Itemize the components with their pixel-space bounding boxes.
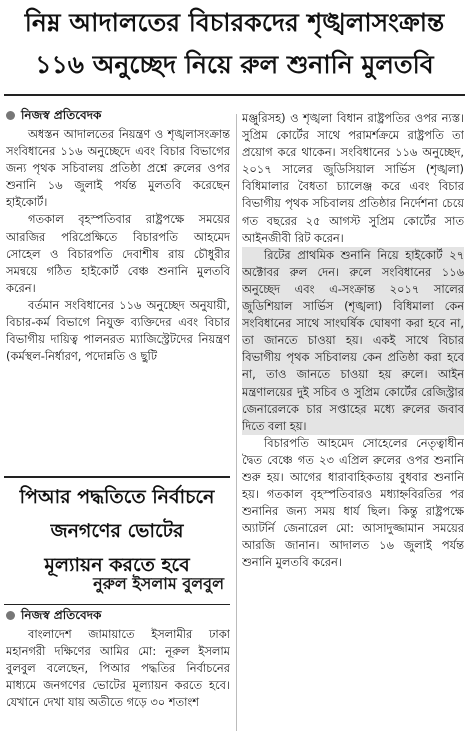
second-story-title-line-1: পিআর পদ্ধতিতে নির্বাচনে bbox=[19, 486, 215, 508]
second-story-author: নুরুল ইসলাম বুলবুল bbox=[93, 574, 224, 593]
second-story-headline-box bbox=[4, 476, 230, 605]
second-story-body bbox=[6, 606, 230, 736]
headline-line-2: ১১৬ অনুচ্ছেদ নিয়ে রুল শুনানি মুলতবি bbox=[35, 50, 434, 79]
main-story-byline bbox=[6, 106, 230, 124]
bullet-icon bbox=[6, 111, 15, 120]
second-story-title-line-2: জনগণের ভোটের bbox=[50, 520, 184, 542]
byline-text: নিজস্ব প্রতিবেদক bbox=[21, 608, 102, 622]
main-story-column-1 bbox=[6, 106, 230, 472]
column-divider bbox=[236, 114, 237, 731]
bullet-icon bbox=[6, 611, 15, 620]
paragraph: রিটের প্রাথমিক শুনানি নিয়ে হাইকোর্ট ২৭ অক্টোবর রুল দেন। রুলে সংবিধানের ১১৬ অনুচ্ছেদ এবং এ-সংক্রান্ত ২০১৭ সালের জুডিশিয়াল সার্ভিস (শৃঙ্খলা) বিধিমালা কেন সংবিধানের সাথে সাংঘর্ষিক ঘোষণা করা হবে না, তা জানতে চাওয়া হয়। একই সাথে বিচার বিভাগীয় পৃথক সচিবালয় কেন প্রতিষ্ঠা করা হবে না, তাও জানতে চাওয়া হয় রুলে। আইন মন্ত্রণালয়ের দুই সচিব ও সুপ্রিম কোর্টের রেজিস্ট্রার জেনারেলকে চার সপ্তাহের মধ্যে রুলের জবাব দিতে বলা হয়। bbox=[242, 247, 464, 435]
main-story-column-2 bbox=[242, 110, 464, 734]
paragraph: বাংলাদেশ জামায়াতে ইসলামীর ঢাকা মহানগরী দক্ষিণের আমির মো: নূরুল ইসলাম বুলবুল বলেছেন, পিআর পদ্ধতির নির্বাচনের মাধ্যমে জনগণের ভোটের মূল্যায়ন করতে হবে। যেখানে দেখা যায় অতীতে গড়ে ৩০ শতাংশ bbox=[6, 627, 230, 710]
paragraph: বিচারপতি আহমেদ সোহেলের নেতৃত্বাধীন দ্বৈত বেঞ্চে গত ২৩ এপ্রিল রুলের ওপর শুনানি শুরু হয়। আগের ধারাবাহিকতায় বুধবার শুনানি হয়। গতকাল বৃহস্পতিবারও মধ্যাহ্নবিরতির পর শুনানির জন্য সময় ধার্য ছিল। কিন্তু রাষ্ট্রপক্ষে অ্যাটর্নি জেনারেল মো: আসাদুজ্জামান সময়ের আরজি জানান। আদালত ১৬ জুলাই পর্যন্ত শুনানি মুলতবি করেন। bbox=[242, 435, 464, 570]
byline-text: নিজস্ব প্রতিবেদক bbox=[21, 108, 102, 122]
paragraph: অধস্তন আদালতের নিয়ন্ত্রণ ও শৃঙ্খলাসংক্রান্ত সংবিধানের ১১৬ অনুচ্ছেদে এবং বিচার বিভাগের জন্য পৃথক সচিবালয় প্রতিষ্ঠা প্রশ্নে রুলের ওপর শুনানি ১৬ জুলাই পর্যন্ত মুলতবি করেছেন হাইকোর্ট। bbox=[6, 127, 230, 210]
headline-line-1: নিম্ন আদালতের বিচারকদের শৃঙ্খলাসংক্রান্ত bbox=[24, 8, 445, 37]
paragraph: বর্তমান সংবিধানের ১১৬ অনুচ্ছেদ অনুযায়ী, বিচার-কর্ম বিভাগে নিযুক্ত ব্যক্তিদের এবং বিচার বিভাগীয় দায়িত্ব পালনরত ম্যাজিস্ট্রেটদের নিয়ন্ত্রণ (কর্মস্থল-নির্ধারণ, পদোন্নতি ও ছুটি bbox=[6, 297, 230, 364]
second-story-title-line-3: মূল্যায়ন করতে হবে bbox=[44, 554, 190, 576]
paragraph: গতকাল বৃহস্পতিবার রাষ্ট্রপক্ষে সময়ের আরজির পরিপ্রেক্ষিতে বিচারপতি আহমেদ সোহেল ও বিচারপতি দেবাশীষ রায় চৌধুরীর সমন্বয়ে গঠিত হাইকোর্ট বেঞ্চ শুনানি মুলতবি করেন। bbox=[6, 212, 230, 295]
paragraph: মঞ্জুরিসহ) ও শৃঙ্খলা বিধান রাষ্ট্রপতির ওপর ন্যস্ত। সুপ্রিম কোর্টের সাথে পরামর্শক্রমে রাষ্ট্রপতি তা প্রয়োগ করে থাকেন। সংবিধানের ১১৬ অনুচ্ছেদ, ২০১৭ সালের জুডিসিয়াল সার্ভিস (শৃঙ্খলা) বিধিমালার বৈধতা চ্যালেঞ্জ করে এবং বিচার বিভাগীয় পৃথক সচিবালয় প্রতিষ্ঠার নির্দেশনা চেয়ে গত বছরের ২৫ আগস্ট সুপ্রিম কোর্টের সাত আইনজীবী রিট করেন। bbox=[242, 111, 464, 245]
second-story-byline bbox=[6, 606, 230, 624]
headline-rule bbox=[4, 94, 465, 96]
